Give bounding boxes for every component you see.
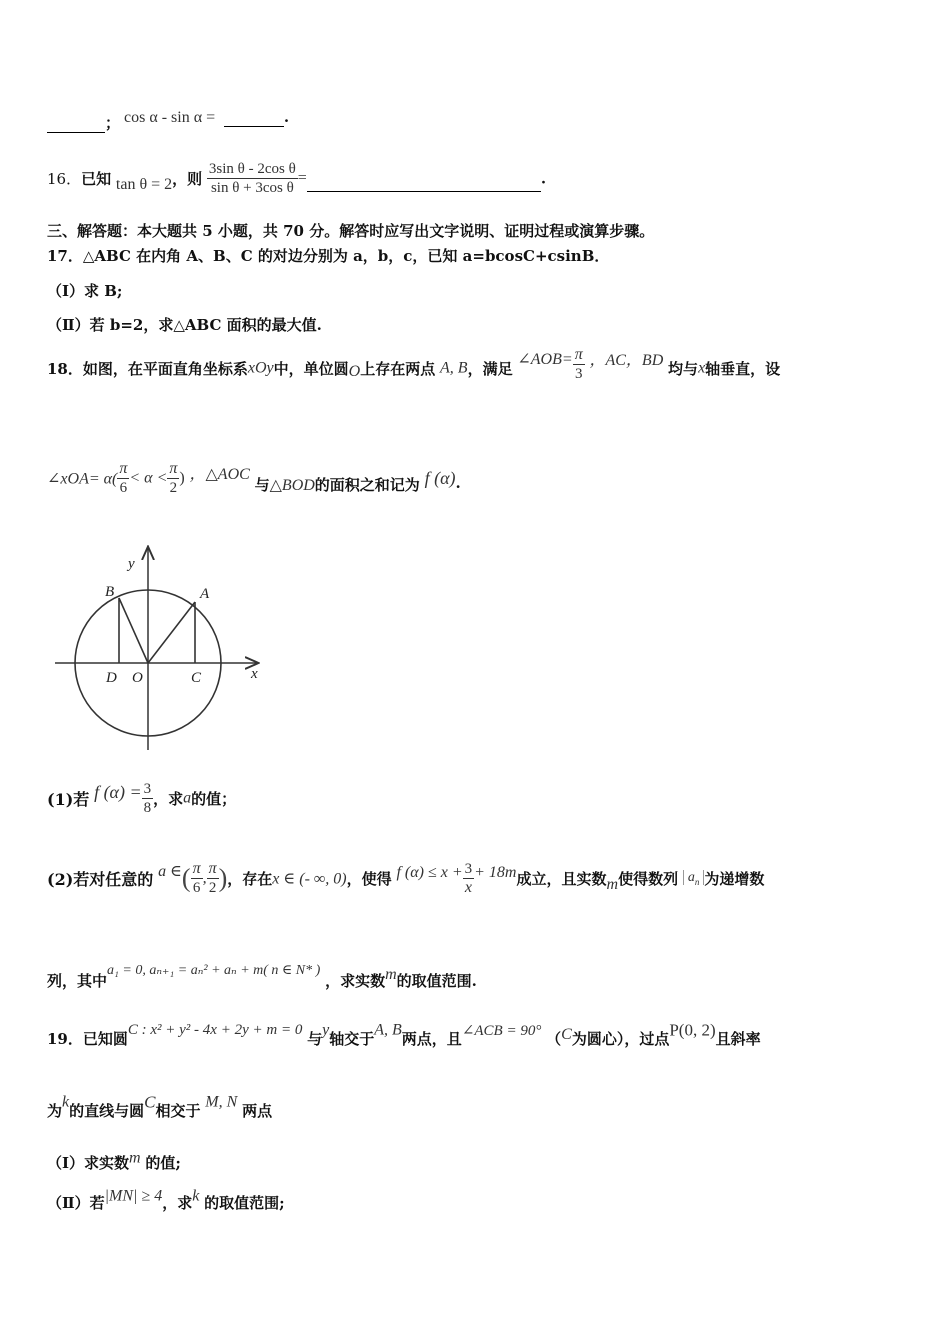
q18-part1 <box>47 780 236 817</box>
q18-part2-line2 <box>47 960 477 990</box>
q18-p2-pi-over-6 <box>191 860 203 897</box>
q19-p1-t1: （Ⅰ）求实数 <box>47 1154 130 1172</box>
q18-p2-m: m <box>606 875 619 893</box>
q18-p2-rparen: ) <box>218 863 228 893</box>
q18-p2-denx: x <box>464 879 472 896</box>
q18-aob: ∠AOB= <box>517 350 573 368</box>
q18-unit-circle-figure <box>45 540 275 760</box>
q18-x: x <box>698 359 706 377</box>
q18-xoy: xOy <box>247 359 274 377</box>
q19-p1-m: m <box>129 1149 141 1167</box>
q18-aoc: ，△AOC <box>189 466 250 483</box>
q19-c: C <box>561 1025 572 1043</box>
q18-text-3: 上存在两点 <box>360 360 436 378</box>
q19-t7: 且斜率 <box>715 1030 761 1048</box>
q19-p2-t2: ，求 <box>162 1194 193 1212</box>
q18-text-2: 中，单位圆 <box>273 360 349 378</box>
q18-p2-x: x ∈ (- ∞, 0) <box>272 870 347 888</box>
q15-answer-blank-2 <box>224 100 284 127</box>
q18-six: 6 <box>119 480 128 496</box>
q15-end: . <box>283 108 290 126</box>
q18-p1-end: 的值； <box>191 790 237 808</box>
q16-text-1: 已知 <box>81 170 112 188</box>
q18-o: O <box>348 362 361 380</box>
q19-p2-mn: |MN| ≥ 4 <box>104 1187 163 1205</box>
q18-xoa: ∠xOA= α( <box>47 470 118 488</box>
q19-line-1 <box>47 1020 761 1048</box>
segment-ob <box>119 598 148 663</box>
q19-mn: M, N <box>205 1093 238 1111</box>
q18-p2-seq-n: n <box>694 876 700 887</box>
q19-t3: 轴交于 <box>329 1030 375 1048</box>
q17-part2: （Ⅱ）若 b=2，求△ABC 面积的最大值. <box>47 316 322 334</box>
q18-p2-six: 6 <box>192 880 201 896</box>
q19-circle: C : x² + y² - 4x + 2y + m = 0 <box>127 1022 303 1038</box>
q19-c2: C <box>144 1092 156 1112</box>
q18-pi-over-2 <box>167 460 179 497</box>
q18-p2-t5: 为递增数 <box>704 870 765 888</box>
q18-p2-seq-a: a <box>687 870 695 886</box>
label-x: x <box>251 666 258 682</box>
q18-pi: π <box>574 346 583 363</box>
q19-p: P(0, 2) <box>669 1020 716 1040</box>
label-o: O <box>132 670 143 686</box>
label-b: B <box>105 584 115 600</box>
q18-p2-pi2: π <box>208 860 217 877</box>
label-a: A <box>200 586 210 602</box>
q18-p2-num3: 3 <box>464 861 473 877</box>
q18-p2b-m: m <box>385 965 397 983</box>
label-y: y <box>128 556 135 572</box>
q19-part2 <box>47 1186 285 1212</box>
label-d: D <box>106 670 117 686</box>
q16-answer-blank <box>307 165 541 192</box>
q16-numerator: 3sin θ - 2cos θ <box>208 161 296 177</box>
q18-part2 <box>47 860 764 897</box>
q15-sep: ； <box>105 114 121 132</box>
q16-line <box>47 160 546 197</box>
q16-eq: = <box>297 169 307 187</box>
q18-p1-pre: (1)若 <box>47 790 90 809</box>
q19-t4: 两点，且 <box>401 1030 462 1048</box>
q18-text-7: 与 <box>254 476 270 494</box>
q18-acbd: ，AC，BD <box>589 352 664 369</box>
q18-p2-t3: 成立，且实数 <box>516 870 607 888</box>
q19-b1: 为 <box>47 1102 63 1120</box>
q19-k: k <box>62 1093 70 1111</box>
q18-lt: < α < <box>129 469 168 487</box>
q18-text-1: 18．如图，在平面直角坐标系 <box>47 360 248 378</box>
section3-heading: 三、解答题：本大题共 5 小题，共 70 分。解答时应写出文字说明、证明过程或演算步骤。 <box>47 222 655 240</box>
q18-pi6: π <box>119 460 128 477</box>
q18-p2-pre: (2)若对任意的 <box>47 870 154 889</box>
q15-answer-blank-1 <box>47 114 105 133</box>
q15-tail-line <box>47 112 120 133</box>
q16-denominator: sin θ + 3cos θ <box>210 180 294 196</box>
q18-text-5: 均与 <box>668 360 699 378</box>
q19-t5: （ <box>546 1030 562 1048</box>
q18-p2b-t1: 列，其中 <box>47 972 108 990</box>
q18-pi-over-3 <box>573 346 585 383</box>
q19-part1 <box>47 1148 181 1172</box>
q19-p2-t3: 的取值范围; <box>204 1194 285 1212</box>
q18-fa: f (α) <box>424 468 456 488</box>
q18-p1-den: 8 <box>143 800 152 816</box>
q18-p2-pi6: π <box>192 860 201 877</box>
q18-line-1 <box>47 346 781 387</box>
q17-stem: 17．△ABC 在内角 A、B、C 的对边分别为 a，b，c，已知 a=bcosC+csinB． <box>47 247 610 265</box>
q18-ab: A, B <box>440 359 468 377</box>
q18-bod: △BOD <box>269 476 315 494</box>
q18-rparen: ) <box>179 469 185 487</box>
q19-ab: A, B <box>374 1021 402 1039</box>
q15-tail-expr-line <box>124 100 289 127</box>
q15-expr: cos α - sin α = <box>124 109 216 126</box>
q18-p2-lparen: ( <box>181 863 191 893</box>
q18-three: 3 <box>574 366 583 382</box>
q19-t6: 为圆心），过点 <box>571 1030 670 1048</box>
q18-p2-two: 2 <box>208 880 217 896</box>
q18-p2-a: a ∈ <box>158 862 182 880</box>
q18-text-6: 轴垂直，设 <box>705 360 781 378</box>
q18-line-2 <box>47 460 461 497</box>
q18-p2-t2: ，使得 <box>346 870 392 888</box>
q18-p2b-t2: ，求实数 <box>325 972 386 990</box>
q18-p2-3-over-x <box>463 860 475 897</box>
q18-p1-fa: f (α) = <box>94 782 142 802</box>
q16-text-2: ，则 <box>172 170 203 188</box>
q16-given: tan θ = 2 <box>115 175 173 193</box>
q18-two: 2 <box>169 480 178 496</box>
q18-pi2: π <box>169 460 178 477</box>
q19-p2-t1: （Ⅱ）若 <box>47 1194 105 1212</box>
label-c: C <box>191 670 202 686</box>
q17-part1: （Ⅰ）求 B; <box>47 282 123 300</box>
q18-p2-ineq: f (α) ≤ x + <box>396 863 463 881</box>
q16-fraction <box>207 160 298 197</box>
q19-acb: ∠ACB = 90° <box>461 1023 542 1039</box>
q18-p2-pi-over-2 <box>207 860 219 897</box>
q18-pi-over-6 <box>117 460 129 497</box>
q19-p1-t2: 的值; <box>145 1154 181 1172</box>
q18-p1-num: 3 <box>143 781 152 797</box>
q19-y: y <box>322 1021 330 1039</box>
q18-p2-18m: + 18m <box>474 863 517 881</box>
q16-end: . <box>540 169 547 188</box>
q19-p2-k: k <box>192 1187 200 1205</box>
q18-p2-comma: , <box>202 869 207 887</box>
q18-p2-seq <box>683 870 705 885</box>
q16-number: 16． <box>47 170 82 188</box>
q18-p2b-rec: a₁ = 0, aₙ₊₁ = aₙ² + aₙ + m( n ∈ N* ) <box>107 963 321 978</box>
q19-line-2 <box>47 1092 273 1120</box>
q19-t2: 与 <box>307 1030 323 1048</box>
q19-t1: 19．已知圆 <box>47 1030 128 1048</box>
q18-p2-t4: 使得数列 <box>618 870 679 888</box>
q18-p1-post: ，求 <box>153 790 184 808</box>
q19-b4: 两点 <box>242 1102 273 1120</box>
q18-p2-t1: ，存在 <box>227 870 273 888</box>
q19-b2: 的直线与圆 <box>69 1102 145 1120</box>
q18-text-8: 的面积之和记为 <box>314 476 420 494</box>
q18-p2b-t3: 的取值范围. <box>396 972 477 990</box>
q18-p1-fraction <box>142 780 154 817</box>
q19-b3: 相交于 <box>155 1102 201 1120</box>
q18-text-4: ，满足 <box>467 360 513 378</box>
segment-oa <box>148 602 195 663</box>
q18-text-9: . <box>455 473 461 492</box>
q18-p1-a: a <box>183 789 192 807</box>
